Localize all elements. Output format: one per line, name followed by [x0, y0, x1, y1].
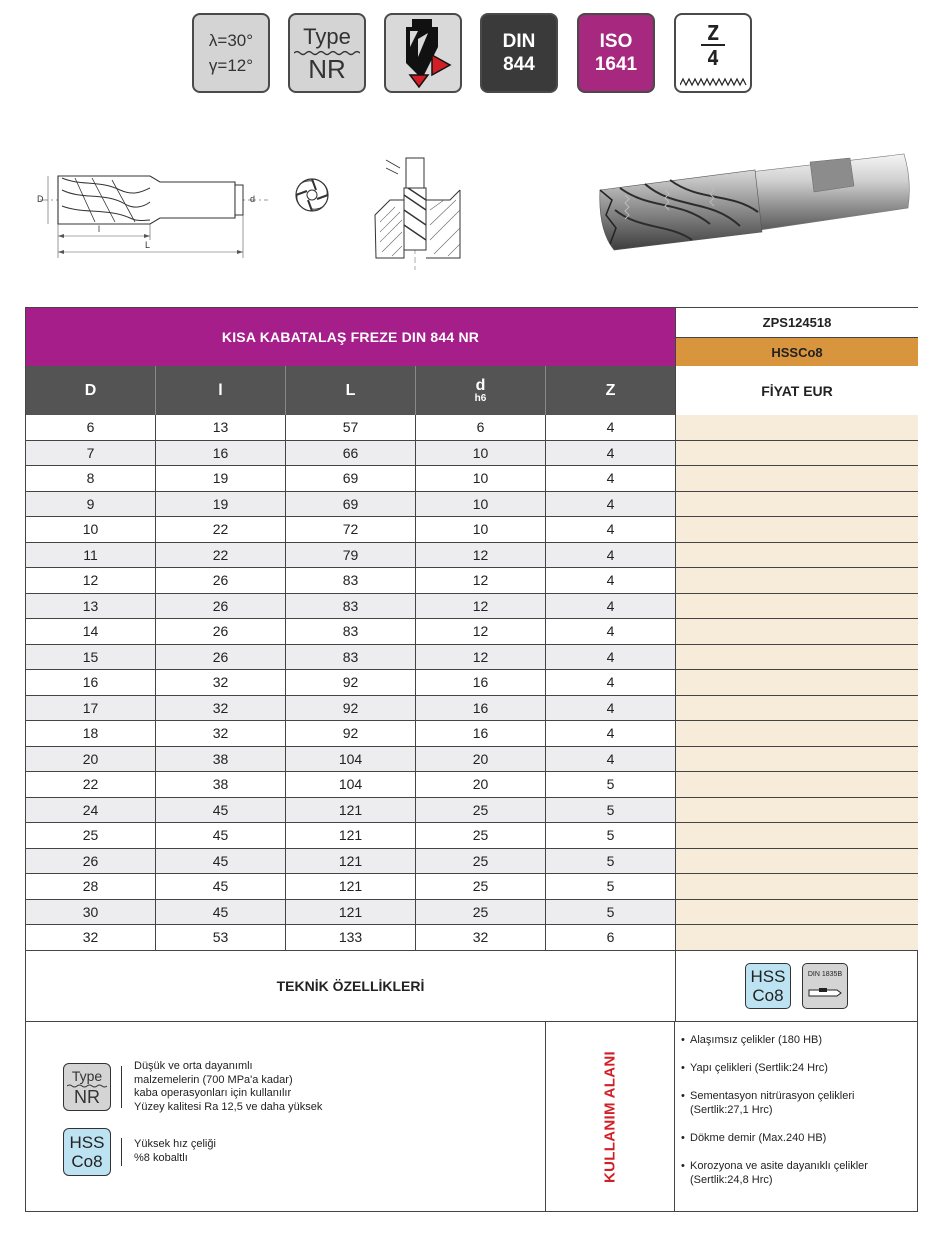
iso-badge	[577, 13, 655, 93]
cell-price	[675, 747, 918, 773]
rake-angle-text: γ=12°	[208, 56, 254, 75]
cell-l: 45	[156, 874, 286, 900]
cell-l: 45	[156, 900, 286, 926]
cell-L: 69	[286, 492, 416, 518]
cell-Z: 4	[546, 619, 675, 645]
description-line: Yüzey kalitesi Ra 12,5 ve daha yüksek	[134, 1100, 323, 1113]
header-D: D	[26, 366, 156, 415]
cell-D: 25	[26, 823, 156, 849]
din-number: 844	[503, 54, 535, 75]
cell-l: 45	[156, 798, 286, 824]
milling-direction-icon	[384, 13, 462, 93]
cell-Z: 4	[546, 415, 675, 441]
cell-d: 16	[416, 670, 546, 696]
table-row	[26, 925, 918, 951]
cell-l: 19	[156, 492, 286, 518]
cell-d: 10	[416, 466, 546, 492]
cell-L: 69	[286, 466, 416, 492]
cell-L: 83	[286, 594, 416, 620]
cell-d: 25	[416, 900, 546, 926]
cell-L: 133	[286, 925, 416, 951]
cell-price	[675, 594, 918, 620]
cell-Z: 4	[546, 543, 675, 569]
hss-co8-description	[134, 1138, 334, 1165]
cell-l: 53	[156, 925, 286, 951]
type-text: Type	[303, 24, 351, 49]
header-d: d h6	[416, 366, 546, 415]
technical-features-label: TEKNİK ÖZELLİKLERİ	[276, 978, 425, 994]
cell-Z: 5	[546, 900, 675, 926]
cell-price	[675, 645, 918, 671]
end-mill-product-image	[600, 154, 910, 250]
cell-Z: 4	[546, 441, 675, 467]
cell-L: 83	[286, 619, 416, 645]
cell-D: 9	[26, 492, 156, 518]
usage-area-column	[546, 1022, 675, 1212]
cell-d: 25	[416, 823, 546, 849]
description-line: Düşük ve orta dayanımlı	[134, 1060, 253, 1072]
cell-price	[675, 849, 918, 875]
cell-D: 10	[26, 517, 156, 543]
cell-d: 20	[416, 772, 546, 798]
cell-price	[675, 568, 918, 594]
header-d-tolerance: h6	[474, 393, 487, 404]
cell-D: 18	[26, 721, 156, 747]
table-row	[26, 517, 918, 543]
material-item: • Dökme demir (Max.240 HB)	[681, 1131, 912, 1145]
cell-D: 17	[26, 696, 156, 722]
cell-D: 6	[26, 415, 156, 441]
cell-l: 32	[156, 670, 286, 696]
cell-D: 22	[26, 772, 156, 798]
table-row	[26, 874, 918, 900]
cell-d: 25	[416, 874, 546, 900]
iso-number: 1641	[594, 54, 638, 75]
l-label: l	[98, 224, 100, 234]
cell-l: 13	[156, 415, 286, 441]
cell-Z: 4	[546, 696, 675, 722]
cell-l: 32	[156, 696, 286, 722]
table-row	[26, 594, 918, 620]
cell-price	[675, 696, 918, 722]
cell-Z: 5	[546, 823, 675, 849]
table-row	[26, 543, 918, 569]
cell-Z: 6	[546, 925, 675, 951]
cell-d: 10	[416, 492, 546, 518]
cell-Z: 4	[546, 645, 675, 671]
cell-d: 16	[416, 721, 546, 747]
cell-Z: 4	[546, 517, 675, 543]
table-row	[26, 670, 918, 696]
side-view-drawing	[37, 176, 268, 258]
cell-L: 104	[286, 772, 416, 798]
material-item: • Yapı çelikleri (Sertlik:24 Hrc)	[681, 1061, 912, 1075]
cell-L: 121	[286, 823, 416, 849]
cell-price	[675, 670, 918, 696]
usage-area-label: KULLANIM ALANI	[601, 1051, 619, 1183]
cell-l: 45	[156, 823, 286, 849]
type-nr-badge	[288, 13, 366, 93]
cell-price	[675, 874, 918, 900]
cell-Z: 4	[546, 747, 675, 773]
cell-price	[675, 441, 918, 467]
cell-l: 32	[156, 721, 286, 747]
cell-L: 83	[286, 645, 416, 671]
cell-price	[675, 721, 918, 747]
z-text: Z	[706, 21, 720, 45]
table-header	[26, 366, 918, 415]
din-1835b-label: DIN 1835B	[807, 971, 843, 978]
cell-Z: 5	[546, 849, 675, 875]
cell-L: 92	[286, 721, 416, 747]
cell-price	[675, 619, 918, 645]
iso-text: ISO	[599, 31, 633, 52]
cell-L: 121	[286, 874, 416, 900]
cell-D: 32	[26, 925, 156, 951]
cell-d: 12	[416, 543, 546, 569]
cell-l: 26	[156, 568, 286, 594]
cell-d: 12	[416, 568, 546, 594]
cell-D: 24	[26, 798, 156, 824]
cell-L: 121	[286, 900, 416, 926]
cell-L: 66	[286, 441, 416, 467]
cell-price	[675, 492, 918, 518]
cell-L: 72	[286, 517, 416, 543]
type-bracket	[121, 1066, 122, 1108]
cell-price	[675, 772, 918, 798]
cell-price	[675, 466, 918, 492]
d-label: d	[250, 194, 256, 204]
table-row	[26, 721, 918, 747]
cell-d: 16	[416, 696, 546, 722]
cell-price	[675, 925, 918, 951]
cell-L: 121	[286, 798, 416, 824]
cell-d: 32	[416, 925, 546, 951]
usage-legend	[26, 1022, 546, 1212]
hss-co8-icon: HSS Co8	[745, 963, 791, 1009]
table-row	[26, 772, 918, 798]
cell-d: 12	[416, 619, 546, 645]
din-badge	[480, 13, 558, 93]
description-line: kaba operasyonları için kullanılır	[134, 1087, 292, 1099]
cell-l: 22	[156, 517, 286, 543]
cell-d: 12	[416, 645, 546, 671]
technical-features-row	[26, 950, 918, 1022]
cell-D: 13	[26, 594, 156, 620]
header-L: L	[286, 366, 416, 415]
table-title: KISA KABATALAŞ FREZE DIN 844 NR	[26, 308, 675, 366]
cell-l: 16	[156, 441, 286, 467]
cell-D: 30	[26, 900, 156, 926]
cell-price	[675, 900, 918, 926]
cell-Z: 4	[546, 670, 675, 696]
cell-D: 15	[26, 645, 156, 671]
cell-l: 26	[156, 594, 286, 620]
cell-d: 20	[416, 747, 546, 773]
cell-l: 38	[156, 747, 286, 773]
cell-D: 26	[26, 849, 156, 875]
table-row	[26, 466, 918, 492]
type-nr-description	[134, 1060, 364, 1114]
hss-co8-mini-badge: HSS Co8	[63, 1128, 111, 1176]
end-view-drawing	[296, 179, 328, 211]
table-body	[26, 415, 918, 951]
angle-badge	[192, 13, 270, 93]
cell-Z: 4	[546, 492, 675, 518]
material-item: • Sementasyon nitrürasyon çelikleri (Sertlik:27,1 Hrc)	[681, 1089, 912, 1117]
cell-Z: 4	[546, 594, 675, 620]
cell-d: 10	[416, 517, 546, 543]
L-label: L	[145, 240, 151, 250]
table-row	[26, 747, 918, 773]
cell-L: 79	[286, 543, 416, 569]
cell-L: 121	[286, 849, 416, 875]
description-line: %8 kobaltlı	[134, 1151, 188, 1164]
cell-Z: 4	[546, 568, 675, 594]
cell-L: 92	[286, 696, 416, 722]
cell-L: 92	[286, 670, 416, 696]
cell-price	[675, 823, 918, 849]
cell-l: 26	[156, 645, 286, 671]
flute-count-badge	[674, 13, 752, 93]
cell-l: 38	[156, 772, 286, 798]
cell-d: 6	[416, 415, 546, 441]
table-row	[26, 798, 918, 824]
type-nr-text: NR	[308, 54, 346, 84]
table-row	[26, 619, 918, 645]
cell-l: 45	[156, 849, 286, 875]
cell-l: 22	[156, 543, 286, 569]
table-row	[26, 645, 918, 671]
cell-D: 7	[26, 441, 156, 467]
cell-d: 25	[416, 849, 546, 875]
material-list	[675, 1022, 918, 1212]
description-line: Yüksek hız çeliği	[134, 1138, 216, 1150]
D-label: D	[37, 194, 44, 204]
helix-angle-text: λ=30°	[208, 31, 254, 50]
cell-Z: 4	[546, 466, 675, 492]
table-row	[26, 441, 918, 467]
cell-D: 28	[26, 874, 156, 900]
cell-price	[675, 517, 918, 543]
cell-D: 12	[26, 568, 156, 594]
description-line: malzemelerin (700 MPa'a kadar)	[134, 1073, 293, 1086]
cutting-diagram	[375, 158, 460, 270]
cell-D: 8	[26, 466, 156, 492]
cell-d: 12	[416, 594, 546, 620]
cell-d: 10	[416, 441, 546, 467]
cell-D: 11	[26, 543, 156, 569]
cell-Z: 4	[546, 721, 675, 747]
material-label: HSSCo8	[675, 338, 918, 366]
cell-l: 19	[156, 466, 286, 492]
table-row	[26, 696, 918, 722]
serration-icon	[680, 75, 748, 87]
cell-D: 14	[26, 619, 156, 645]
material-item: • Alaşımsız çelikler (180 HB)	[681, 1033, 912, 1047]
technical-features-icons	[675, 950, 918, 1022]
cell-d: 25	[416, 798, 546, 824]
z-count: 4	[706, 46, 720, 70]
header-l: l	[156, 366, 286, 415]
header-price: FİYAT EUR	[675, 366, 918, 415]
usage-section	[26, 1022, 918, 1212]
cell-price	[675, 543, 918, 569]
din-1835b-shank-icon	[802, 963, 848, 1009]
table-row	[26, 568, 918, 594]
cell-Z: 5	[546, 798, 675, 824]
cell-D: 20	[26, 747, 156, 773]
technical-drawings	[20, 140, 920, 280]
cell-L: 83	[286, 568, 416, 594]
cell-L: 57	[286, 415, 416, 441]
table-row	[26, 849, 918, 875]
header-Z: Z	[546, 366, 675, 415]
type-nr-mini-badge: Type NR	[63, 1063, 111, 1111]
table-row	[26, 900, 918, 926]
cell-D: 16	[26, 670, 156, 696]
cell-price	[675, 415, 918, 441]
table-row	[26, 415, 918, 441]
din-text: DIN	[502, 31, 536, 52]
product-code: ZPS124518	[675, 308, 918, 338]
hss-bracket	[121, 1138, 122, 1166]
cell-l: 26	[156, 619, 286, 645]
cell-L: 104	[286, 747, 416, 773]
product-table	[25, 307, 918, 1212]
feature-badges	[192, 13, 752, 93]
table-row	[26, 492, 918, 518]
cell-price	[675, 798, 918, 824]
cell-Z: 5	[546, 772, 675, 798]
material-item: • Korozyona ve asite dayanıklı çelikler (Sertlik:24,8 Hrc)	[681, 1159, 912, 1187]
table-row	[26, 823, 918, 849]
cell-Z: 5	[546, 874, 675, 900]
